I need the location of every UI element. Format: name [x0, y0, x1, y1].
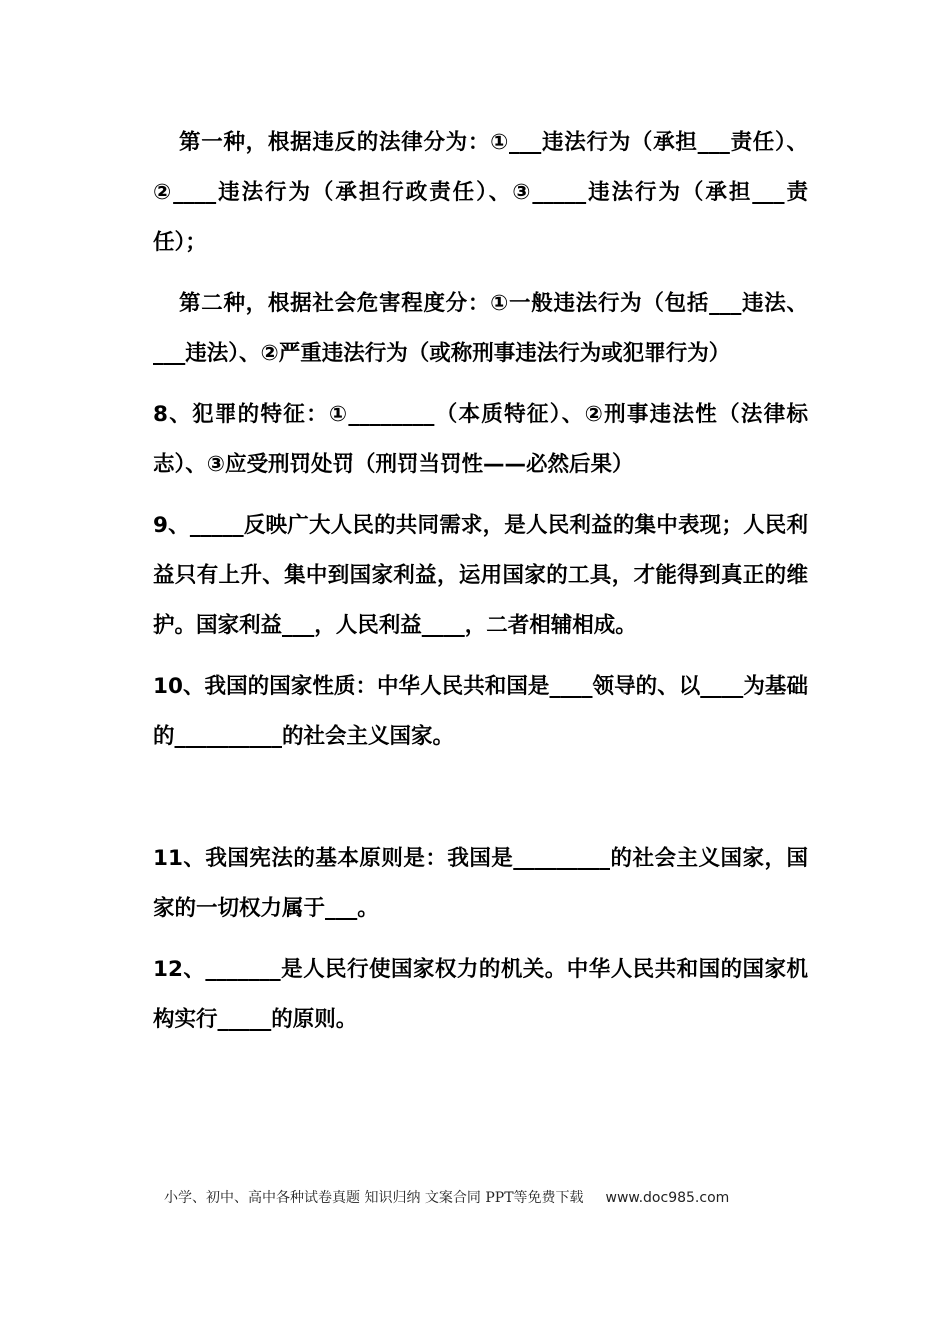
- paragraph-law-classification-second: 第二种，根据社会危害程度分：①一般违法行为（包括___违法、___违法）、②严重违法行为（或称刑事违法行为或犯罪行为）: [153, 291, 808, 366]
- paragraph-question-11: 11、我国宪法的基本原则是：我国是_________的社会主义国家，国家的一切权力属于___。: [153, 846, 808, 921]
- paragraph-question-8: 8、犯罪的特征：①________（本质特征）、②刑事违法性（法律标志）、③应受刑罚处罚（刑罚当罚性——必然后果）: [153, 402, 808, 477]
- page-footer: [164, 1187, 804, 1207]
- paragraph-law-classification-first: 第一种，根据违反的法律分为：①___违法行为（承担___责任）、②____违法行为（承担行政责任）、③_____违法行为（承担___责任）；: [153, 130, 808, 255]
- paragraph-question-9: 9、_____反映广大人民的共同需求，是人民利益的集中表现；人民利益只有上升、集中到国家利益，运用国家的工具，才能得到真正的维护。国家利益___，人民利益____，二者相辅相成。: [153, 513, 808, 638]
- paragraph-question-12: 12、_______是人民行使国家权力的机关。中华人民共和国的国家机构实行_____的原则。: [153, 957, 808, 1032]
- footer-tagline: 小学、初中、高中各种试卷真题 知识归纳 文案合同 PPT等免费下载: [164, 1190, 584, 1206]
- document-body: [153, 118, 808, 1056]
- paragraph-question-10: 10、我国的国家性质：中华人民共和国是____领导的、以____为基础的__________的社会主义国家。: [153, 674, 808, 749]
- footer-url-link[interactable]: www.doc985.com: [605, 1190, 730, 1206]
- blank-spacer: [153, 773, 808, 834]
